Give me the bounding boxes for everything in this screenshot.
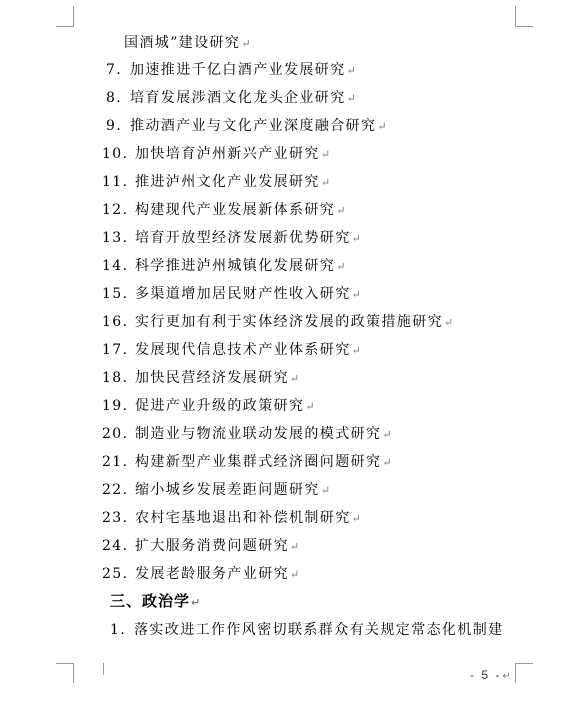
item-text: 推进泸州文化产业发展研究 [135,174,320,190]
paragraph-mark-icon: ↵ [346,92,356,105]
list-item [102,425,392,444]
page-footer [470,668,511,682]
item-text: 发展老龄服务产业研究 [135,566,289,582]
paragraph-mark-icon: ↵ [290,372,300,385]
item-number: 16. [102,314,129,330]
item-text: 扩大服务消费问题研究 [135,538,289,554]
item-number: 13. [102,230,129,246]
list-item [102,257,345,276]
list-item [102,369,299,388]
paragraph-mark-icon: ↵ [382,456,392,469]
item-text: 农村宅基地退出和补偿机制研究 [135,510,351,526]
continued-line-text: 国酒城”建设研究 [124,35,241,51]
item-number: 7. [106,62,123,78]
item-text: 科学推进泸州城镇化发展研究 [135,258,336,274]
paragraph-mark-icon: ↵ [336,260,346,273]
list-item [102,341,361,360]
list-item [102,201,345,220]
paragraph-mark-icon: ↵ [241,37,251,50]
item-number: 14. [102,258,129,274]
continued-line [124,34,251,53]
paragraph-mark-icon: ↵ [351,232,361,245]
item-number: 20. [102,426,129,442]
item-number: 10. [102,146,129,162]
paragraph-mark-icon: ↵ [377,120,387,133]
paragraph-mark-icon: ↵ [346,64,356,77]
item-text: 促进产业升级的政策研究 [135,398,305,414]
item-text: 培育发展涉酒文化龙头企业研究 [130,90,346,106]
item-number: 24. [102,538,129,554]
crop-mark-top-left-h [56,26,74,27]
section-heading-text: 三、政治学 [110,592,191,610]
list-item [106,89,356,108]
paragraph-mark-icon: ↵ [305,400,315,413]
paragraph-mark-icon: ↵ [290,568,300,581]
paragraph-mark-icon: ↵ [502,671,511,682]
crop-mark-top-right-h [515,26,533,27]
item-number: 11. [102,174,129,190]
item-text: 缩小城乡发展差距问题研究 [135,482,320,498]
list-item [102,229,361,248]
paragraph-mark-icon: ↵ [290,540,300,553]
item-text: 推动酒产业与文化产业深度融合研究 [130,118,377,134]
crop-mark-bottom-left-tick [103,663,104,675]
item-number: 9. [106,118,123,134]
crop-mark-bottom-left-h [56,663,74,664]
item-text: 加快培育泸州新兴产业研究 [135,146,320,162]
crop-mark-top-right-v [515,6,516,26]
item-text: 发展现代信息技术产业体系研究 [135,342,351,358]
list-item [102,565,299,584]
crop-mark-bottom-left-v [73,663,74,683]
crop-mark-bottom-right-v [515,663,516,683]
item-text: 培育开放型经济发展新优势研究 [135,230,351,246]
item-number: 12. [102,202,129,218]
page-number: - 5 - [470,668,502,682]
list-item [102,313,453,332]
paragraph-mark-icon: ↵ [351,344,361,357]
list-item [106,117,387,136]
paragraph-mark-icon: ↵ [336,204,346,217]
paragraph-mark-icon: ↵ [351,512,361,525]
item-text: 加快民营经济发展研究 [135,370,289,386]
item-text: 制造业与物流业联动发展的模式研究 [135,426,382,442]
last-item-number: 1. [110,622,127,638]
item-text: 多渠道增加居民财产性收入研究 [135,286,351,302]
paragraph-mark-icon: ↵ [191,596,201,609]
list-item [102,173,330,192]
item-number: 15. [102,286,129,302]
section-heading [110,592,200,612]
list-item [102,285,361,304]
item-number: 19. [102,398,129,414]
paragraph-mark-icon: ↵ [320,148,331,161]
paragraph-mark-icon: ↵ [351,288,361,301]
list-item [102,397,315,416]
paragraph-mark-icon: ↵ [382,428,392,441]
list-item [102,537,299,556]
item-text: 构建现代产业发展新体系研究 [135,202,336,218]
list-item [102,509,361,528]
paragraph-mark-icon: ↵ [444,316,454,329]
item-text: 加速推进千亿白酒产业发展研究 [130,62,346,78]
list-item [102,481,330,500]
last-item-text: 落实改进工作作风密切联系群众有关规定常态化机制建 [134,622,504,638]
item-number: 22. [102,482,129,498]
item-text: 构建新型产业集群式经济圈问题研究 [135,454,382,470]
item-number: 21. [102,454,129,470]
last-item [110,621,504,639]
item-number: 17. [102,342,129,358]
item-text: 实行更加有利于实体经济发展的政策措施研究 [135,314,443,330]
item-number: 18. [102,370,129,386]
paragraph-mark-icon: ↵ [320,176,331,189]
crop-mark-top-left-v [73,6,74,26]
paragraph-mark-icon: ↵ [320,484,331,497]
item-number: 25. [102,566,129,582]
item-number: 8. [106,90,123,106]
list-item [102,453,392,472]
crop-mark-bottom-right-h [515,663,533,664]
list-item [106,61,356,80]
item-number: 23. [102,510,129,526]
list-item [102,145,330,164]
